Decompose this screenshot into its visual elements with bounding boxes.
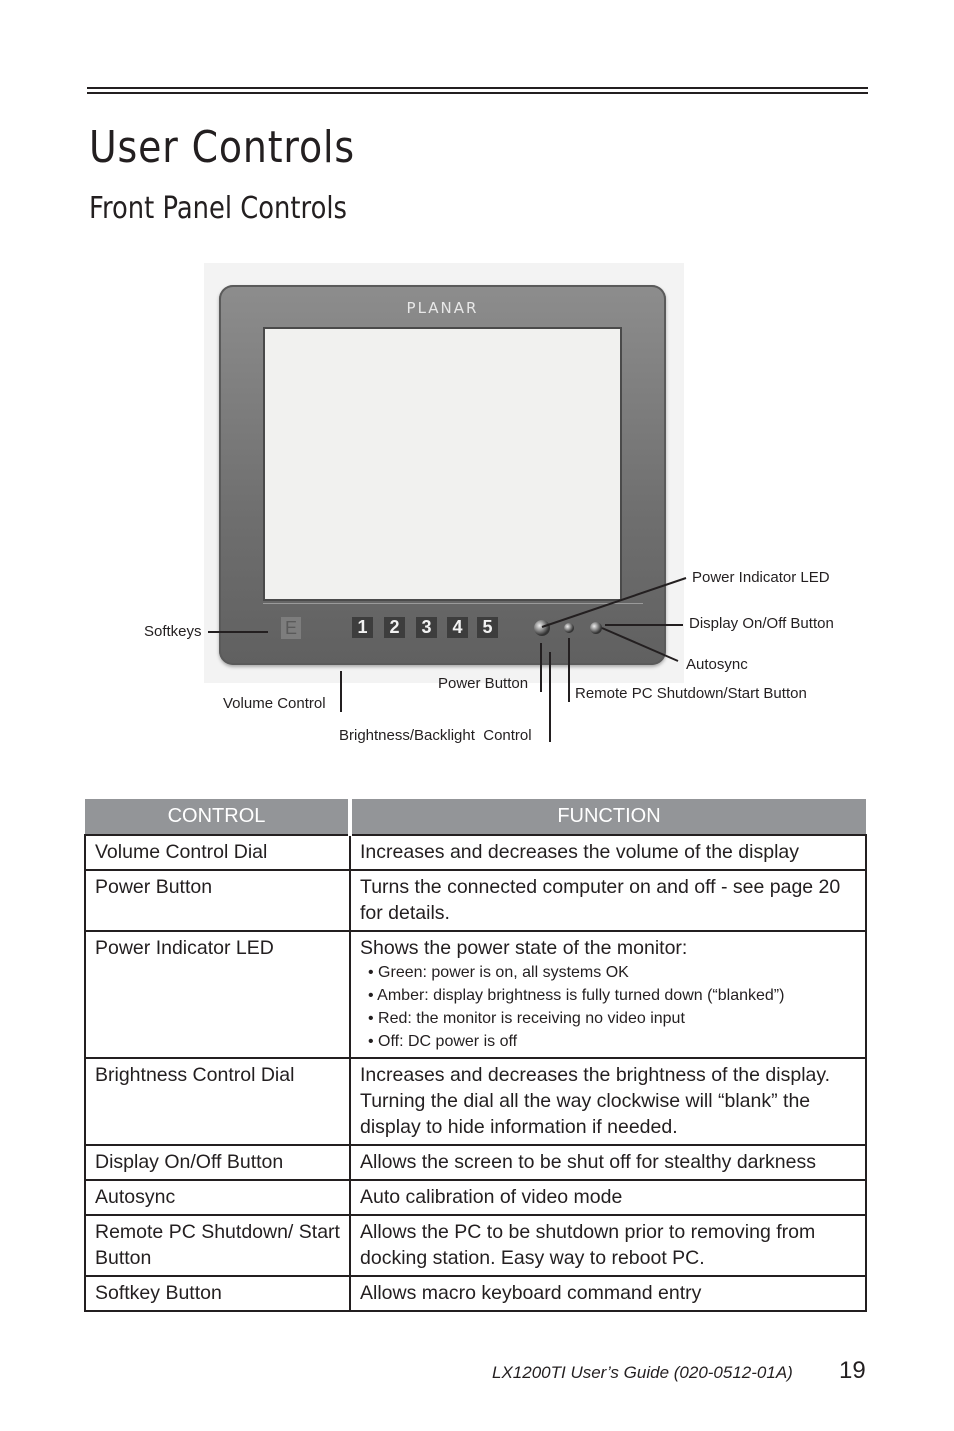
function-cell: Increases and decreases the volume of the display <box>350 835 866 870</box>
function-text: Shows the power state of the monitor: <box>360 937 688 959</box>
table-row <box>85 1215 866 1276</box>
table-row <box>85 1058 866 1145</box>
function-cell: Allows the screen to be shut off for stealthy darkness <box>350 1145 866 1180</box>
callout-softkeys: Softkeys <box>144 623 202 640</box>
control-cell: Softkey Button <box>85 1276 350 1311</box>
bullet-item: • Green: power is on, all systems OK <box>368 964 629 981</box>
callout-display-onoff-button: Display On/Off Button <box>689 615 834 632</box>
page-title: User Controls <box>89 122 355 173</box>
softkey-2: 2 <box>384 617 405 638</box>
function-cell: Auto calibration of video mode <box>350 1180 866 1215</box>
callout-remote-pc-shutdown: Remote PC Shutdown/Start Button <box>575 685 807 702</box>
bullet-item: • Amber: display brightness is fully turned down (“blanked”) <box>368 987 785 1004</box>
callout-volume-control: Volume Control <box>223 695 326 712</box>
page-number: 19 <box>839 1357 866 1384</box>
function-cell: Allows the PC to be shutdown prior to removing from docking station. Easy way to reboot PC. <box>350 1215 866 1276</box>
section-title: Front Panel Controls <box>89 191 347 226</box>
control-cell: Volume Control Dial <box>85 835 350 870</box>
footer-guide-reference: LX1200TI User’s Guide (020-0512-01A) <box>492 1363 793 1382</box>
control-cell: Remote PC Shutdown/ Start Button <box>85 1215 350 1276</box>
bullet-item: • Off: DC power is off <box>368 1033 518 1050</box>
control-cell: Autosync <box>85 1180 350 1215</box>
table-row <box>85 835 866 870</box>
control-cell: Display On/Off Button <box>85 1145 350 1180</box>
softkey-e: E <box>281 617 301 639</box>
callout-brightness-backlight: Brightness/Backlight Control <box>339 727 532 744</box>
control-cell: Brightness Control Dial <box>85 1058 350 1145</box>
table-row <box>85 1145 866 1180</box>
table-row <box>85 1180 866 1215</box>
table-row <box>85 931 866 1058</box>
softkey-4: 4 <box>447 617 468 638</box>
header-function: FUNCTION <box>350 799 866 835</box>
bullet-item: • Red: the monitor is receiving no video input <box>368 1010 685 1027</box>
table-header-row <box>85 799 866 835</box>
softkey-1: 1 <box>352 617 373 638</box>
table-row <box>85 1276 866 1311</box>
function-cell: Turns the connected computer on and off - see page 20 for details. <box>350 870 866 931</box>
control-cell: Power Button <box>85 870 350 931</box>
function-cell: Increases and decreases the brightness of the display. Turning the dial all the way clockwise will “blank” the display to hide information if needed. <box>350 1058 866 1145</box>
softkey-3: 3 <box>416 617 437 638</box>
header-control: CONTROL <box>85 799 350 835</box>
callout-power-button: Power Button <box>438 675 529 692</box>
softkey-5: 5 <box>477 617 498 638</box>
callout-power-indicator-led: Power Indicator LED <box>692 569 830 586</box>
function-cell: Allows macro keyboard command entry <box>350 1276 866 1311</box>
function-cell <box>350 931 866 1058</box>
controls-table <box>84 799 867 1312</box>
callout-autosync: Autosync <box>686 656 748 673</box>
table-row <box>85 870 866 931</box>
brand-logo: PLANAR <box>406 299 479 317</box>
control-cell: Power Indicator LED <box>85 931 350 1058</box>
